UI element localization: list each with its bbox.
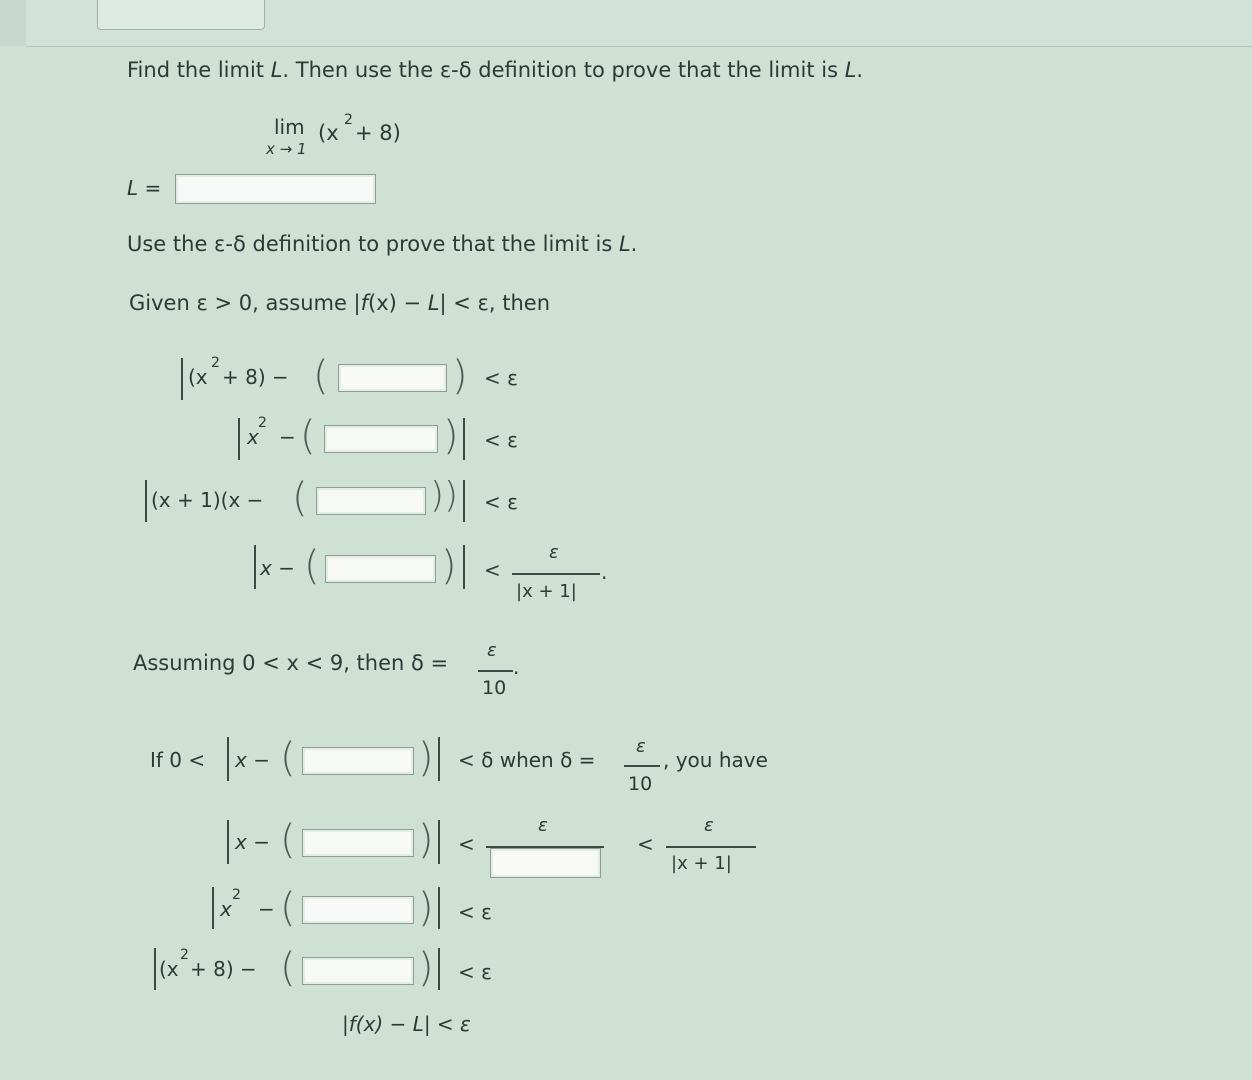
step6-input[interactable] (302, 896, 414, 924)
paren-close-5: ) (418, 817, 434, 863)
paren-close-7: ) (418, 945, 434, 991)
step7-exp: 2 (180, 947, 189, 963)
lim-exponent: 2 (344, 112, 353, 128)
proof-intro-b: definition to prove that the limit is (245, 232, 619, 256)
if-x: x − (235, 748, 270, 772)
step5-lt2: < (637, 832, 654, 856)
step7-rhs: < ε (458, 960, 492, 984)
if-tail: , you have (663, 748, 768, 772)
step5-den2: |x + 1| (671, 853, 732, 874)
period: . (856, 58, 864, 82)
step5-left: x − (235, 830, 270, 854)
abs-bar-right-5 (438, 820, 440, 864)
top-bar (0, 0, 1252, 46)
paren-open-1: ( (313, 353, 329, 399)
step2-minus: − (279, 425, 296, 449)
paren-open-2: ( (300, 413, 316, 459)
proof-period: . (630, 232, 638, 256)
step6-rhs: < ε (458, 900, 492, 924)
assuming-num: ε (487, 640, 497, 661)
lim-text: lim (274, 115, 305, 139)
paren-close-3: )) (430, 475, 459, 516)
step1-rhs: < ε (484, 366, 518, 390)
paren-close-if: ) (418, 735, 434, 781)
given-line (129, 291, 550, 315)
paren-close-2: ) (443, 413, 459, 459)
proof-intro (127, 232, 637, 256)
step7-right: + 8) − (190, 957, 257, 981)
top-button[interactable] (97, 0, 265, 30)
lim-subscript: x → 1 (266, 140, 307, 158)
step4-lt: < (484, 558, 501, 582)
assuming-den: 10 (482, 677, 507, 699)
lim-base: (x (318, 121, 339, 145)
abs-bar-right-6 (438, 887, 440, 929)
paren-open-4: ( (304, 543, 320, 589)
L-symbol-2: L (844, 58, 857, 82)
given-L: L (427, 291, 440, 315)
if-when: < δ when δ = (458, 748, 596, 772)
given-c: | < ε, then (439, 291, 551, 315)
proof-L-symbol: L (618, 232, 631, 256)
abs-bar-right-4 (463, 545, 465, 589)
paren-close-1: ) (452, 353, 468, 399)
assuming-frac-line (478, 670, 513, 672)
eps-delta-text: ε-δ (439, 58, 472, 82)
step5-lt: < (458, 832, 475, 856)
step6-minus: − (258, 897, 275, 921)
assuming-text: Assuming 0 < x < 9, then δ = (133, 651, 449, 675)
paren-close-4: ) (441, 543, 457, 589)
step4-frac-line (512, 573, 600, 575)
step5-den-input[interactable] (490, 848, 601, 878)
L-symbol: L (270, 58, 283, 82)
step6-left: x (220, 897, 232, 921)
lim-tail: + 8) (355, 121, 401, 145)
if-frac-line (624, 765, 660, 767)
step5-frac-line-2 (666, 846, 756, 848)
step7-left: (x (159, 957, 179, 981)
step1-left: (x (188, 365, 208, 389)
abs-bar-right-3 (463, 480, 465, 522)
step5-input[interactable] (302, 829, 414, 857)
L-equals-label: L = (127, 176, 162, 200)
assuming-period: . (513, 655, 520, 679)
step6-exp: 2 (232, 887, 241, 903)
step4-period: . (601, 560, 608, 584)
paren-open-5: ( (280, 817, 296, 863)
if-text: If 0 < (150, 748, 206, 772)
L-answer-input[interactable] (175, 174, 376, 204)
step5-num2: ε (704, 815, 714, 836)
given-f: f (360, 291, 369, 315)
step4-den: |x + 1| (516, 581, 577, 602)
step3-rhs: < ε (484, 490, 518, 514)
paren-close-6: ) (418, 885, 434, 931)
problem-statement (127, 58, 863, 82)
step1-exp: 2 (211, 355, 220, 371)
step2-rhs: < ε (484, 428, 518, 452)
abs-bar-right-if (438, 737, 440, 781)
abs-bar-left-2 (238, 418, 240, 460)
abs-bar-left-6 (212, 887, 214, 929)
step4-left: x − (260, 556, 295, 580)
abs-bar-right-2 (463, 418, 465, 460)
given-b: (x) − (368, 291, 428, 315)
abs-bar-left-7 (154, 948, 156, 990)
step5-num: ε (538, 815, 548, 836)
step3-input[interactable] (316, 487, 426, 515)
abs-bar-left-1 (181, 358, 183, 400)
paren-open-if: ( (280, 735, 296, 781)
step4-input[interactable] (325, 555, 436, 583)
abs-bar-left-4 (254, 545, 256, 589)
step7-input[interactable] (302, 957, 414, 985)
step1-input[interactable] (338, 364, 447, 392)
paren-open-3: ( (292, 475, 308, 521)
abs-bar-left-5 (227, 820, 229, 864)
if-input[interactable] (302, 747, 414, 775)
proof-eps-delta: ε-δ (214, 232, 246, 256)
abs-bar-right-7 (438, 948, 440, 990)
intro-text-a: Find the limit (127, 58, 271, 82)
step1-right: + 8) − (222, 365, 289, 389)
final-statement: |f(x) − L| < ε (342, 1012, 471, 1036)
paren-open-6: ( (280, 885, 296, 931)
proof-intro-a: Use the (127, 232, 215, 256)
intro-text-b: . Then use the (282, 58, 440, 82)
abs-bar-left-3 (145, 480, 147, 522)
step2-input[interactable] (324, 425, 438, 453)
step2-left: x (247, 425, 259, 449)
paren-open-7: ( (280, 945, 296, 991)
if-den: 10 (628, 773, 653, 795)
abs-bar-left-if (227, 737, 229, 781)
step2-exp: 2 (258, 415, 267, 431)
step3-left: (x + 1)(x − (151, 488, 264, 512)
if-num: ε (636, 736, 646, 757)
given-a: Given ε > 0, assume | (129, 291, 361, 315)
intro-text-c: definition to prove that the limit is (471, 58, 845, 82)
step4-num: ε (549, 542, 559, 563)
